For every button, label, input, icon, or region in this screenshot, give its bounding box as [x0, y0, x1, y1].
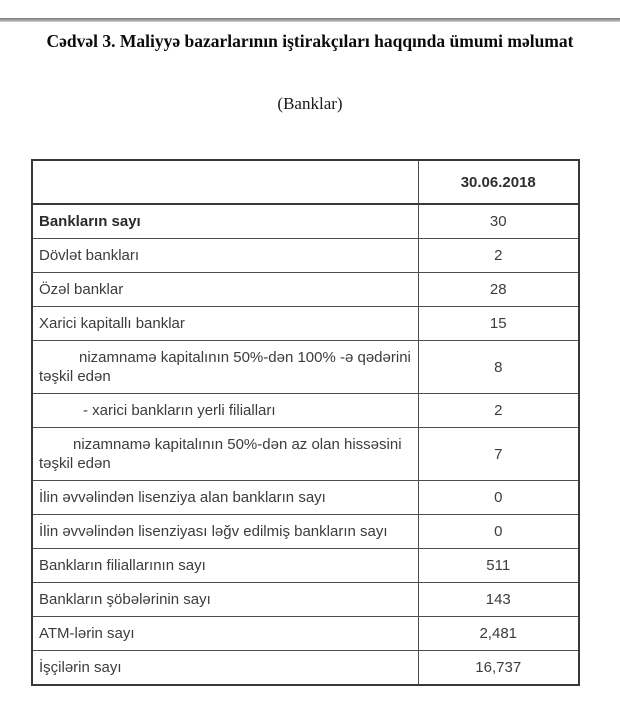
- page-title: Cədvəl 3. Maliyyə bazarlarının iştirakçıları haqqında ümumi məlumat: [46, 31, 574, 51]
- table-row: [32, 273, 579, 307]
- row-label: İşçilərin sayı: [32, 651, 418, 686]
- row-label: Bankların sayı: [32, 204, 418, 239]
- table-row: [32, 515, 579, 549]
- row-label: Xarici kapitallı banklar: [32, 307, 418, 341]
- row-label: İlin əvvəlindən lisenziya alan bankların sayı: [32, 481, 418, 515]
- row-value: 16,737: [418, 651, 579, 686]
- row-value: 511: [418, 549, 579, 583]
- row-value: 2: [418, 239, 579, 273]
- top-horizontal-rule: [0, 18, 620, 22]
- table-row: [32, 651, 579, 686]
- row-label: nizamnamə kapitalının 50%-dən 100% -ə qədərini təşkil edən: [32, 341, 418, 394]
- table-header-row: [32, 160, 579, 204]
- date-header-cell: 30.06.2018: [418, 160, 579, 204]
- row-value: 0: [418, 481, 579, 515]
- empty-header-cell: [32, 160, 418, 204]
- row-label: Bankların filiallarının sayı: [32, 549, 418, 583]
- row-value: 7: [418, 428, 579, 481]
- table-row: [32, 481, 579, 515]
- banks-table: [31, 159, 580, 686]
- row-value: 15: [418, 307, 579, 341]
- row-label: Dövlət bankları: [32, 239, 418, 273]
- table-row: [32, 617, 579, 651]
- table-row: [32, 341, 579, 394]
- row-label: Özəl banklar: [32, 273, 418, 307]
- row-value: 0: [418, 515, 579, 549]
- table-row: [32, 394, 579, 428]
- row-value: 143: [418, 583, 579, 617]
- row-label: Bankların şöbələrinin sayı: [32, 583, 418, 617]
- row-label: İlin əvvəlindən lisenziyası ləğv edilmiş bankların sayı: [32, 515, 418, 549]
- table-row: [32, 239, 579, 273]
- table-row: [32, 583, 579, 617]
- row-value: 2,481: [418, 617, 579, 651]
- page-subtitle: (Banklar): [277, 94, 343, 113]
- row-value: 2: [418, 394, 579, 428]
- row-value: 8: [418, 341, 579, 394]
- row-label: ATM-lərin sayı: [32, 617, 418, 651]
- table-row: [32, 428, 579, 481]
- table-row: [32, 307, 579, 341]
- table-row: [32, 549, 579, 583]
- row-label: - xarici bankların yerli filialları: [32, 394, 418, 428]
- row-value: 28: [418, 273, 579, 307]
- row-label: nizamnamə kapitalının 50%-dən az olan hissəsini təşkil edən: [32, 428, 418, 481]
- row-value: 30: [418, 204, 579, 239]
- table-row: [32, 204, 579, 239]
